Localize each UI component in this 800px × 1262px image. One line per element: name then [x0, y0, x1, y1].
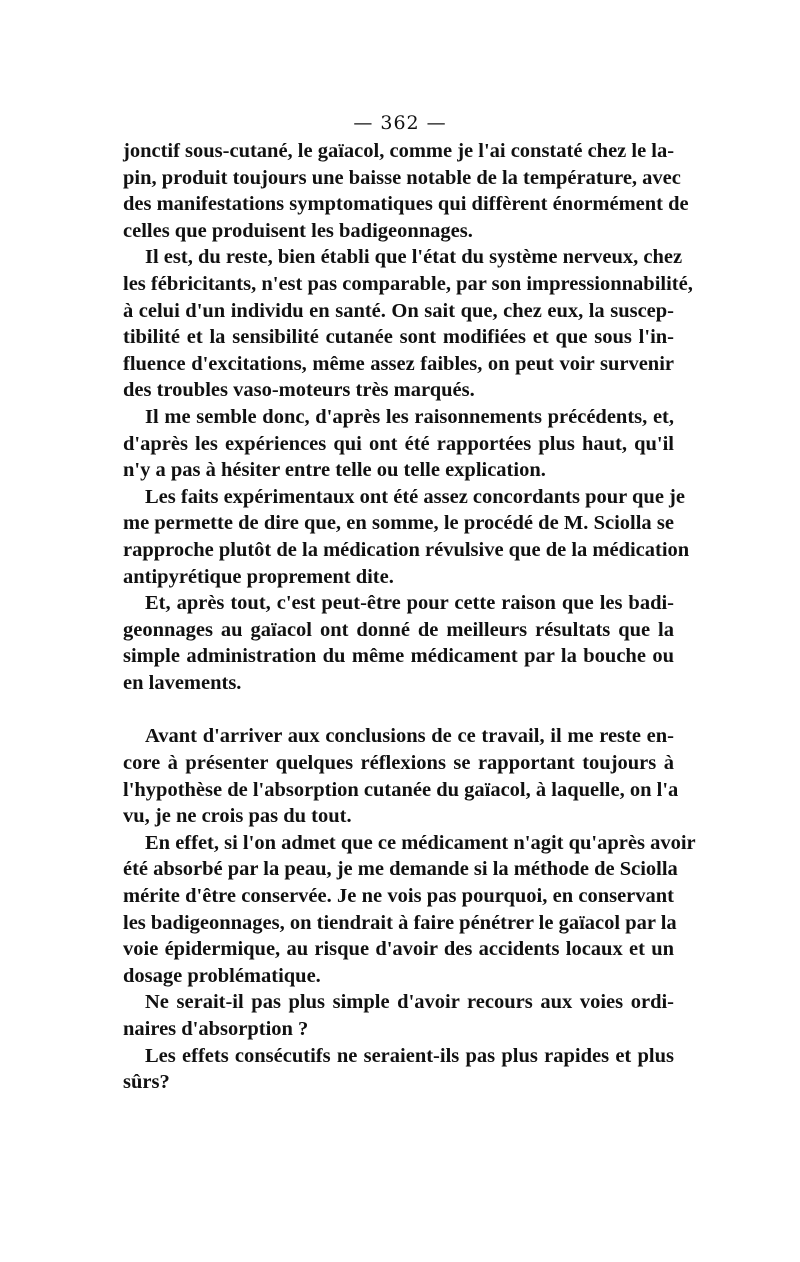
text-line: Ne serait-il pas plus simple d'avoir recours aux voies ordi- [145, 991, 674, 1014]
paragraph [123, 830, 696, 990]
text-line: core à présenter quelques réflexions se rapportant toujours à [123, 752, 674, 775]
text-line: des manifestations symptomatiques qui diffèrent énormément de [123, 193, 689, 216]
text-line: naires d'absorption ? [123, 1018, 309, 1040]
paragraph [123, 1043, 674, 1096]
text-line: mérite d'être conservée. Je ne vois pas pourquoi, en conservant [123, 885, 674, 908]
text-line: les badigeonnages, on tiendrait à faire pénétrer le gaïacol par la [123, 911, 677, 934]
text-line: vu, je ne crois pas du tout. [123, 805, 352, 828]
paragraph [123, 590, 674, 696]
text-line: dosage problématique. [123, 964, 321, 987]
paragraph [123, 404, 674, 484]
text-line: geonnages au gaïacol ont donné de meilleurs résultats que la [123, 618, 674, 641]
paragraph [123, 989, 674, 1042]
page-number: — 362 — [353, 112, 447, 134]
paragraph [123, 244, 693, 404]
text-line: Il me semble donc, d'après les raisonnements précédents, et, [145, 405, 674, 428]
text-line: Et, après tout, c'est peut-être pour cette raison que les badi- [145, 592, 674, 615]
text-line: Avant d'arriver aux conclusions de ce travail, il me reste en- [145, 725, 674, 748]
text-line: antipyrétique proprement dite. [123, 565, 394, 588]
text-line: Les faits expérimentaux ont été assez concordants pour que je [145, 485, 685, 508]
text-line: été absorbé par la peau, je me demande si la méthode de Sciolla [123, 858, 678, 881]
text-line: les fébricitants, n'est pas comparable, par son impressionnabilité, [123, 272, 693, 295]
paragraph [123, 484, 690, 590]
text-line: pin, produit toujours une baisse notable de la température, avec [123, 166, 681, 189]
paragraph-gap [123, 696, 674, 723]
text-line: Il est, du reste, bien établi que l'état du système nerveux, chez [145, 246, 683, 269]
text-line: simple administration du même médicament par la bouche ou [123, 645, 674, 668]
text-line: fluence d'excitations, même assez faibles, on peut voir survenir [123, 352, 674, 375]
text-line: voie épidermique, au risque d'avoir des accidents locaux et un [123, 938, 674, 961]
text-line: l'hypothèse de l'absorption cutanée du gaïacol, à laquelle, on l'a [123, 778, 679, 801]
text-line: me permette de dire que, en somme, le procédé de M. Sciolla se [123, 512, 674, 535]
text-line: Les effets consécutifs ne seraient-ils pas plus rapides et plus [145, 1044, 674, 1067]
text-line: jonctif sous-cutané, le gaïacol, comme je l'ai constaté chez le la- [123, 140, 675, 162]
text-line: sûrs? [123, 1071, 170, 1094]
paragraph [123, 723, 679, 829]
text-line: En effet, si l'on admet que ce médicament n'agit qu'après avoir [145, 831, 696, 854]
text-line: n'y a pas à hésiter entre telle ou telle explication. [123, 459, 546, 482]
text-line: rapproche plutôt de la médication révulsive que de la médication [123, 538, 690, 561]
paragraph [123, 138, 689, 244]
text-line: des troubles vaso-moteurs très marqués. [123, 379, 475, 402]
text-line: à celui d'un individu en santé. On sait que, chez eux, la suscep- [123, 299, 674, 322]
text-line: tibilité et la sensibilité cutanée sont modifiées et que sous l'in- [123, 326, 674, 349]
body-text [123, 138, 696, 1096]
text-line: en lavements. [123, 671, 242, 694]
text-line: d'après les expériences qui ont été rapportées plus haut, qu'il [123, 432, 674, 455]
text-line: celles que produisent les badigeonnages. [123, 219, 473, 242]
